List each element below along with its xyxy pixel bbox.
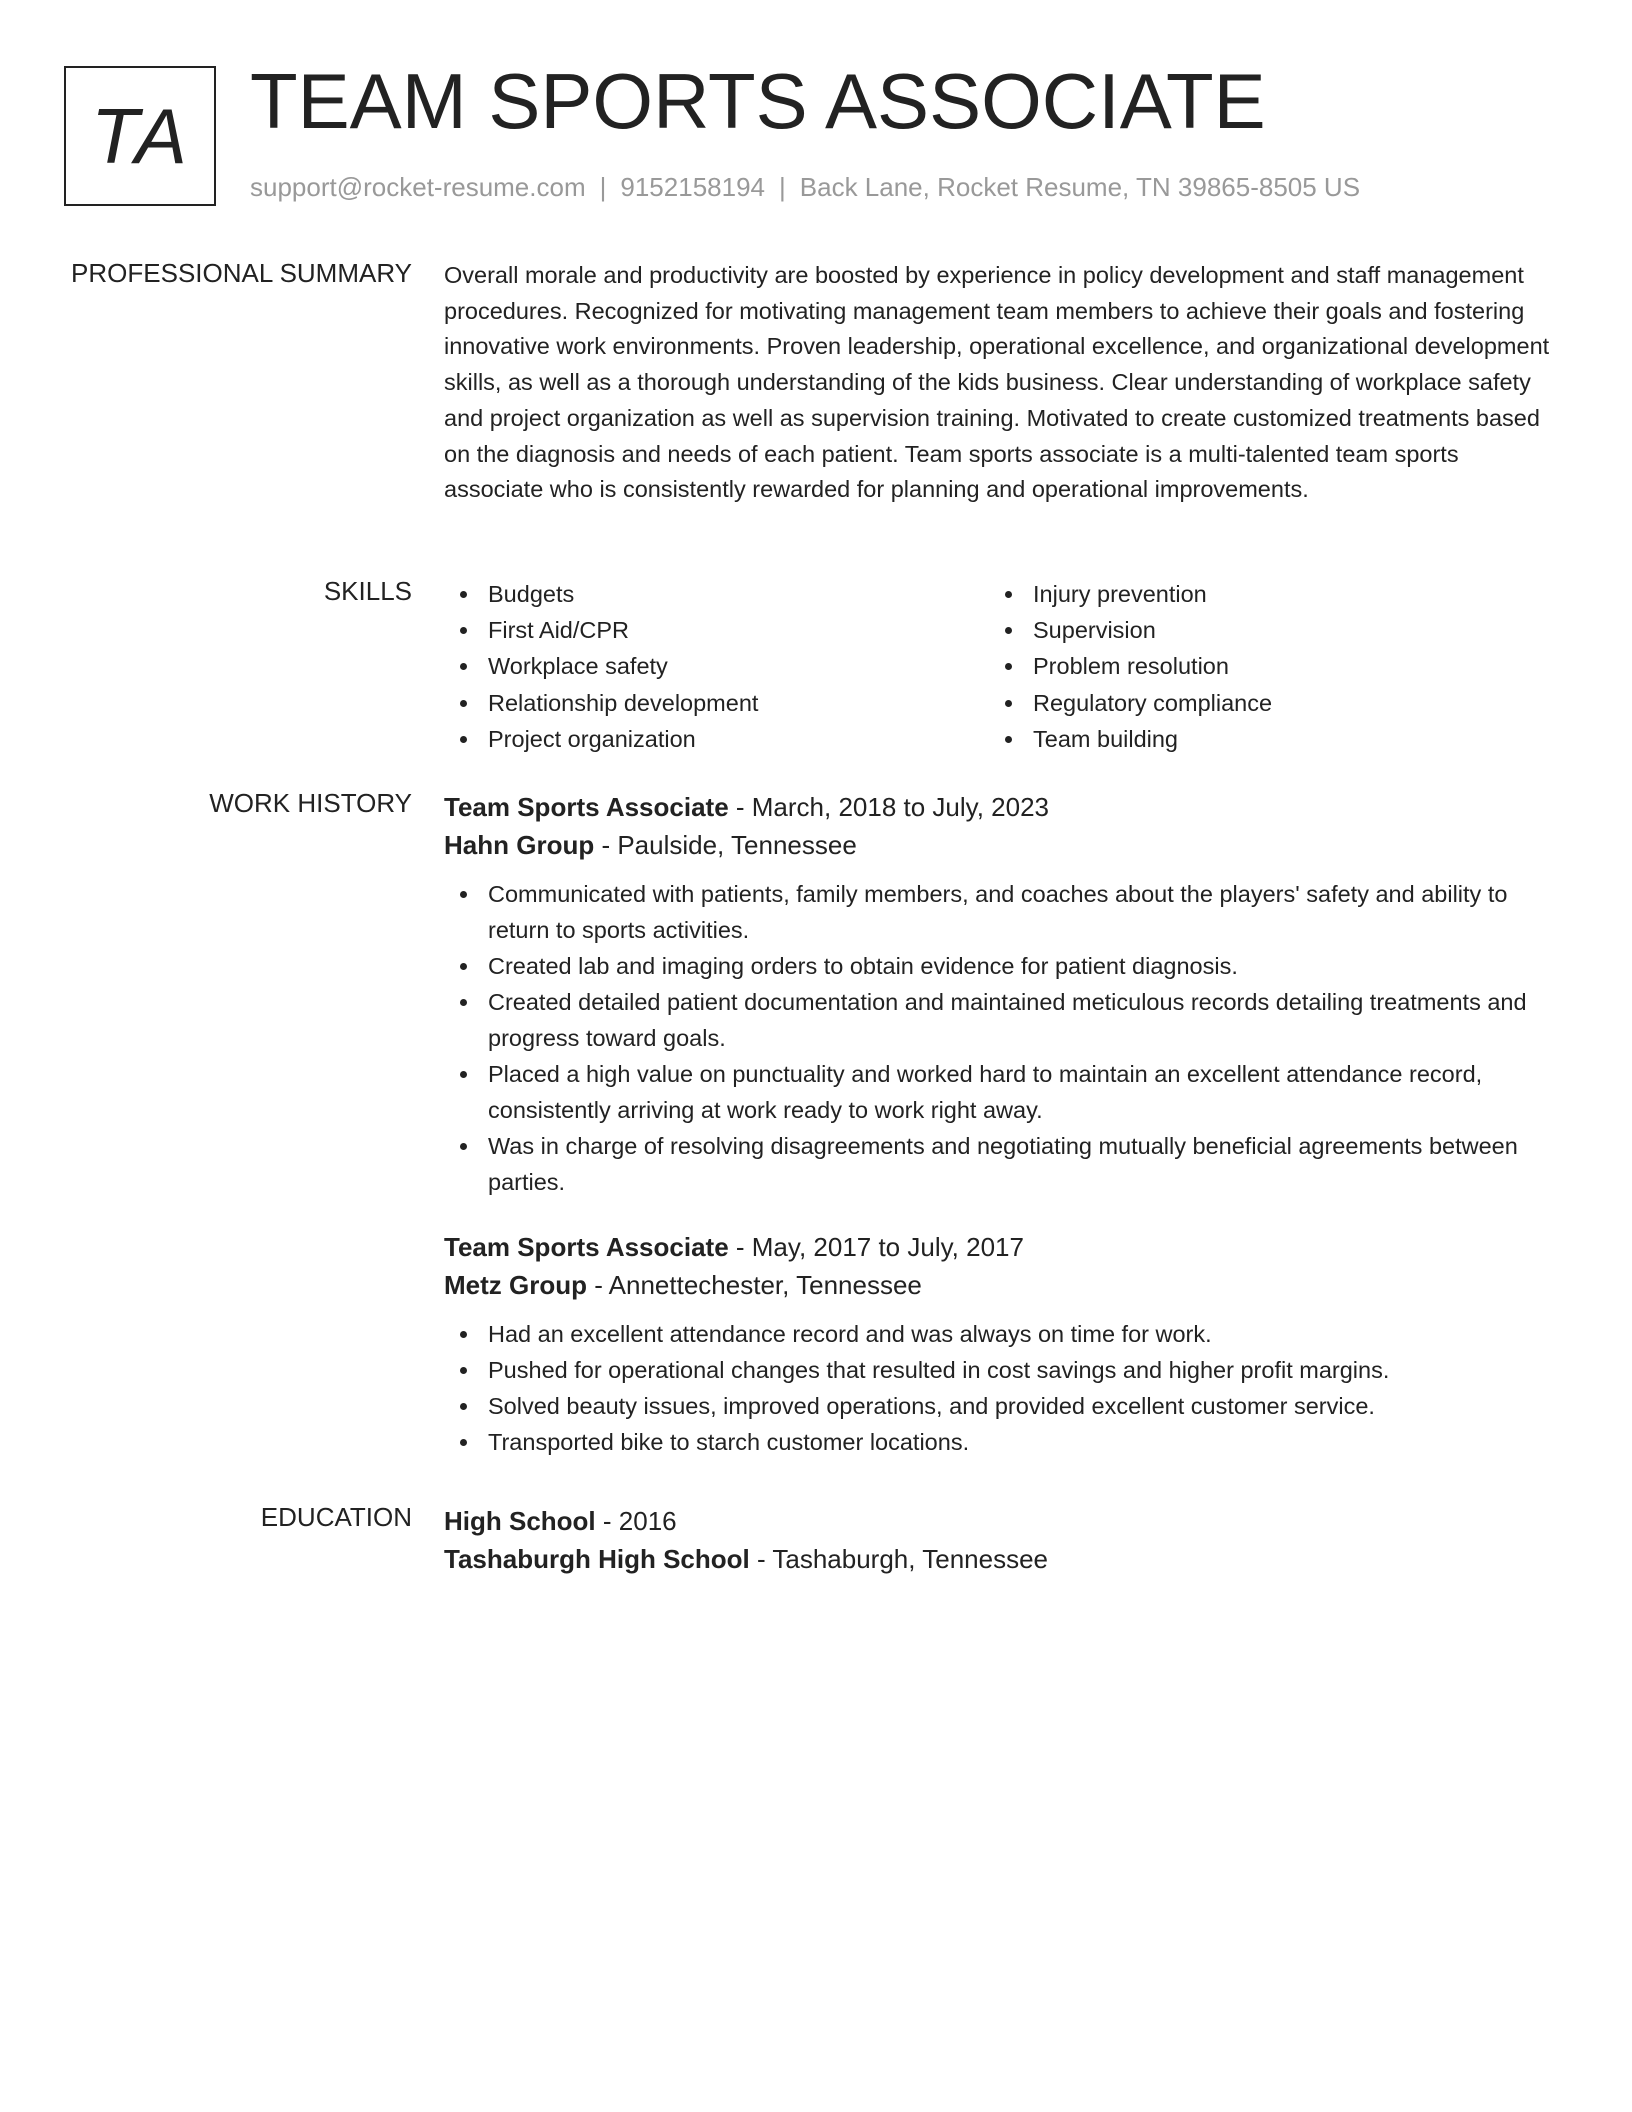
job-title-line [444, 1228, 1554, 1266]
job-dates: - May, 2017 to July, 2017 [728, 1232, 1024, 1262]
skill-item: Budgets [444, 576, 989, 612]
contact-phone: 9152158194 [620, 172, 765, 202]
section-label-summary: PROFESSIONAL SUMMARY [71, 258, 412, 288]
job-bullet: Was in charge of resolving disagreements and negotiating mutually beneficial agreements between parties. [444, 1128, 1554, 1200]
job-location: - Paulside, Tennessee [594, 830, 857, 860]
job-bullet: Solved beauty issues, improved operations, and provided excellent customer service. [444, 1388, 1554, 1424]
skill-item: Relationship development [444, 685, 989, 721]
job-bullet: Transported bike to starch customer locations. [444, 1424, 1554, 1460]
skill-item: Supervision [989, 612, 1534, 648]
contact-separator: | [599, 172, 607, 202]
education-school-line [444, 1540, 1554, 1578]
skill-item: Regulatory compliance [989, 685, 1534, 721]
contact-address: Back Lane, Rocket Resume, TN 39865-8505 US [799, 172, 1361, 202]
job-title: Team Sports Associate [444, 1232, 729, 1262]
initials-text: TA [91, 91, 189, 180]
job-entry [444, 788, 1554, 1200]
section-label-education: EDUCATION [260, 1502, 412, 1532]
section-label-skills: SKILLS [323, 576, 412, 606]
contact-email: support@rocket-resume.com [250, 172, 586, 202]
candidate-name: TEAM SPORTS ASSOCIATE [250, 57, 1266, 145]
skills-list-right [989, 576, 1534, 757]
job-company: Hahn Group [444, 830, 595, 860]
job-dates: - March, 2018 to July, 2023 [728, 792, 1050, 822]
job-entry [444, 1228, 1554, 1460]
job-company-line [444, 826, 1554, 864]
skill-item: Injury prevention [989, 576, 1534, 612]
job-company: Metz Group [444, 1270, 587, 1300]
job-bullets [444, 1316, 1554, 1460]
contact-line [250, 172, 1360, 203]
education-degree: High School [444, 1506, 596, 1536]
education-degree-line [444, 1502, 1554, 1540]
initials-monogram [64, 66, 216, 206]
education-location: - Tashaburgh, Tennessee [749, 1544, 1049, 1574]
skills-list-left [444, 576, 989, 757]
job-bullet: Created lab and imaging orders to obtain evidence for patient diagnosis. [444, 948, 1554, 984]
skill-item: First Aid/CPR [444, 612, 989, 648]
education-year: - 2016 [595, 1506, 677, 1536]
job-company-line [444, 1266, 1554, 1304]
job-bullet: Placed a high value on punctuality and worked hard to maintain an excellent attendance record, consistently arriving at work ready to work right away. [444, 1056, 1554, 1128]
contact-separator: | [779, 172, 786, 202]
job-title-line [444, 788, 1554, 826]
education-school: Tashaburgh High School [444, 1544, 750, 1574]
job-bullet: Had an excellent attendance record and was always on time for work. [444, 1316, 1554, 1352]
skill-item: Problem resolution [989, 648, 1534, 684]
skill-item: Team building [989, 721, 1534, 757]
job-location: - Annettechester, Tennessee [587, 1270, 922, 1300]
skill-item: Project organization [444, 721, 989, 757]
summary-text: Overall morale and productivity are boosted by experience in policy development and staff management procedures. Recognized for motivating management team members to achieve their goals and fostering innovative work environments. Proven leadership, operational excellence, and organizational development skills, as well as a thorough understanding of the kids business. Clear understanding of workplace safety and project organization as well as supervision training. Motivated to create customized treatments based on the diagnosis and needs of each patient. Team sports associate is a multi-talented team sports associate who is consistently rewarded for planning and operational improvements. [444, 262, 1550, 503]
job-bullet: Pushed for operational changes that resulted in cost savings and higher profit margins. [444, 1352, 1554, 1388]
job-bullet: Communicated with patients, family members, and coaches about the players' safety and ability to return to sports activities. [444, 876, 1554, 948]
job-title: Team Sports Associate [444, 792, 729, 822]
job-bullets [444, 876, 1554, 1200]
section-label-work-history: WORK HISTORY [209, 788, 412, 818]
skill-item: Workplace safety [444, 648, 989, 684]
job-bullet: Created detailed patient documentation and maintained meticulous records detailing treatments and progress toward goals. [444, 984, 1554, 1056]
